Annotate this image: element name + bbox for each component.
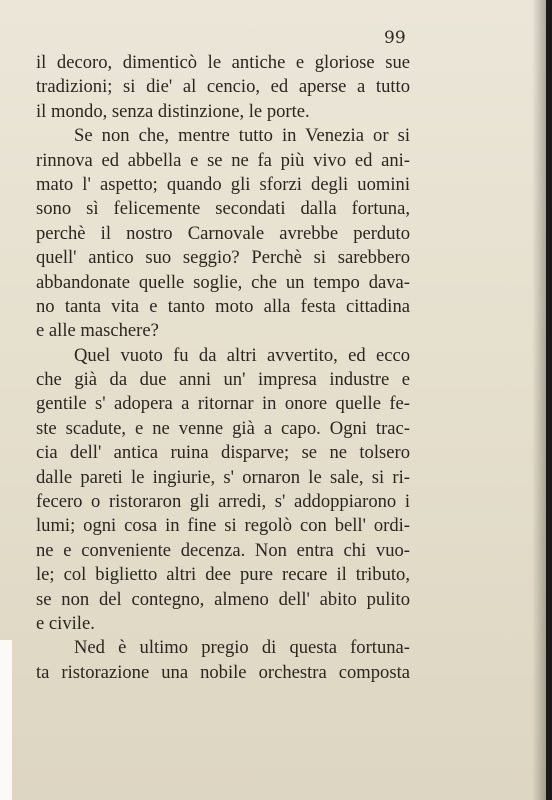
text-line: sono sì felicemente secondati dalla fortuna, — [36, 198, 410, 220]
text-line: Quel vuoto fu da altri avvertito, ed ecco — [74, 344, 410, 366]
page-edge — [0, 640, 12, 800]
text-line: cia dell' antica ruina disparve; se ne tolsero — [36, 442, 410, 464]
text-line: lumi; ogni cosa in fine si regolò con bell' ordi- — [36, 515, 410, 537]
text-line: perchè il nostro Carnovale avrebbe perduto — [36, 222, 410, 244]
text-line: no tanta vita e tanto moto alla festa cittadina — [36, 295, 410, 317]
body-text — [36, 51, 410, 685]
text-line: quell' antico suo seggio? Perchè si sarebbero — [36, 247, 410, 269]
text-line: Se non che, mentre tutto in Venezia or si — [74, 125, 410, 147]
page-number: 99 — [384, 28, 406, 48]
text-line: il decoro, dimenticò le antiche e gloriose sue — [36, 52, 410, 73]
text-line: ta ristorazione una nobile orchestra composta — [36, 661, 410, 683]
binding-shadow — [532, 0, 546, 800]
text-line: e civile. — [36, 612, 95, 634]
text-line: ne e conveniente decenza. Non entra chi vuo- — [36, 539, 410, 561]
text-line: tradizioni; si die' al cencio, ed aperse a tutto — [36, 76, 410, 98]
text-line: il mondo, senza distinzione, le porte. — [36, 100, 310, 122]
text-line: abbandonate quelle soglie, che un tempo dava- — [36, 271, 410, 293]
text-line: gentile s' adopera a ritornar in onore quelle fe- — [36, 393, 410, 415]
text-line: le; col biglietto altri dee pure recare il tributo, — [36, 564, 410, 586]
text-line: ste scadute, e ne venne già a capo. Ogni trac- — [36, 417, 410, 439]
text-line: rinnova ed abbella e se ne fa più vivo ed ani- — [36, 149, 410, 171]
text-line: mato l' aspetto; quando gli sforzi degli uomini — [36, 173, 410, 195]
text-line: fecero o ristoraron gli arredi, s' addoppiarono i — [36, 491, 410, 513]
text-line: se non del contegno, almeno dell' abito pulito — [36, 588, 410, 610]
text-line: che già da due anni un' impresa industre e — [36, 369, 410, 391]
text-line: Ned è ultimo pregio di questa fortuna- — [74, 637, 410, 659]
text-line: e alle maschere? — [36, 320, 159, 342]
text-line: dalle pareti le ingiurie, s' ornaron le sale, si ri- — [36, 466, 410, 488]
